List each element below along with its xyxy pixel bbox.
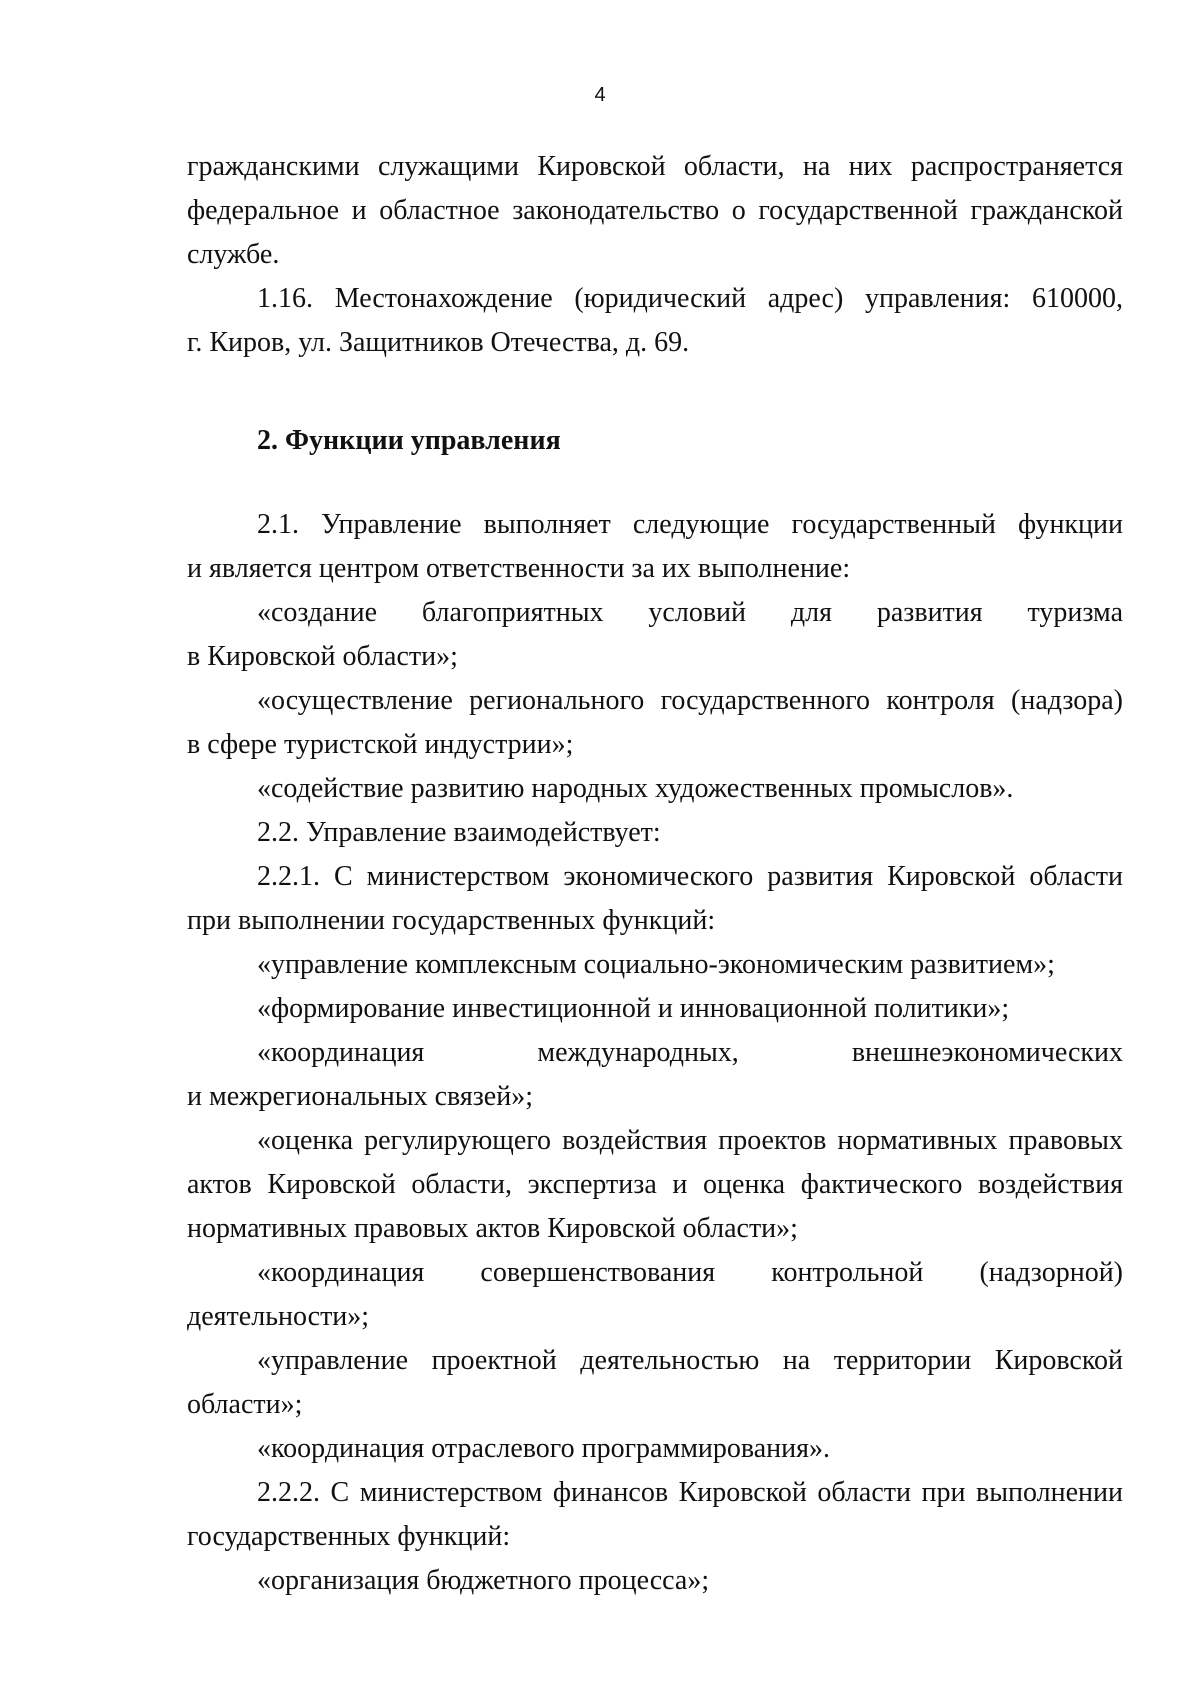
text-line: в Кировской области»; (187, 641, 458, 672)
text-line: «оценка регулирующего воздействия проектов нормативных правовых (257, 1125, 1123, 1156)
text-line: 2.2. Управление взаимодействует: (257, 817, 661, 848)
document-body (187, 145, 1123, 1603)
text-line: «осуществление регионального государственного контроля (надзора) (257, 685, 1123, 716)
page-number: 4 (594, 84, 606, 106)
text-line: «координация отраслевого программирования». (257, 1433, 831, 1464)
text-line: и является центром ответственности за их выполнение: (187, 553, 851, 584)
section-heading: 2. Функции управления (257, 425, 561, 456)
paragraph (187, 1339, 1123, 1427)
paragraph (187, 943, 1123, 987)
paragraph (187, 277, 1123, 365)
text-line: нормативных правовых актов Кировской области»; (187, 1213, 798, 1244)
paragraph (187, 503, 1123, 591)
text-line: 1.16. Местонахождение (юридический адрес) управления: 610000, (257, 283, 1123, 314)
text-line: гражданскими служащими Кировской области, на них распространяется (187, 151, 1123, 182)
paragraph (187, 1031, 1123, 1119)
paragraph (187, 145, 1123, 277)
text-line: «содействие развитию народных художественных промыслов». (257, 773, 1014, 804)
text-line: службе. (187, 239, 280, 270)
paragraph (187, 591, 1123, 679)
paragraph (187, 1471, 1123, 1559)
text-line: «управление комплексным социально-экономическим развитием»; (257, 949, 1055, 980)
paragraph (187, 855, 1123, 943)
text-line: государственных функций: (187, 1521, 511, 1552)
text-line: г. Киров, ул. Защитников Отечества, д. 69. (187, 327, 690, 358)
paragraph (187, 1119, 1123, 1251)
text-line: деятельности»; (187, 1301, 370, 1332)
text-line: области»; (187, 1389, 303, 1420)
paragraph (187, 1251, 1123, 1339)
paragraph (187, 811, 1123, 855)
paragraph (187, 679, 1123, 767)
text-line: и межрегиональных связей»; (187, 1081, 533, 1112)
paragraph (187, 767, 1123, 811)
text-line: актов Кировской области, экспертиза и оценка фактического воздействия (187, 1169, 1123, 1200)
text-line: при выполнении государственных функций: (187, 905, 716, 936)
text-line: в сфере туристской индустрии»; (187, 729, 574, 760)
paragraph (187, 987, 1123, 1031)
text-line: «управление проектной деятельностью на территории Кировской (257, 1345, 1123, 1376)
text-line: 2.2.2. С министерством финансов Кировской области при выполнении (257, 1477, 1123, 1508)
text-line: 2.2.1. С министерством экономического развития Кировской области (257, 861, 1123, 892)
text-line: «организация бюджетного процесса»; (257, 1565, 710, 1596)
text-line: 2.1. Управление выполняет следующие государственный функции (257, 509, 1123, 540)
text-line: «координация международных, внешнеэкономических (257, 1037, 1123, 1068)
text-line: федеральное и областное законодательство о государственной гражданской (187, 195, 1123, 226)
text-line: «координация совершенствования контрольной (надзорной) (257, 1257, 1123, 1288)
text-line: «формирование инвестиционной и инновационной политики»; (257, 993, 1010, 1024)
paragraph (187, 1427, 1123, 1471)
text-line: «создание благоприятных условий для развития туризма (257, 597, 1123, 628)
paragraph (187, 1559, 1123, 1603)
